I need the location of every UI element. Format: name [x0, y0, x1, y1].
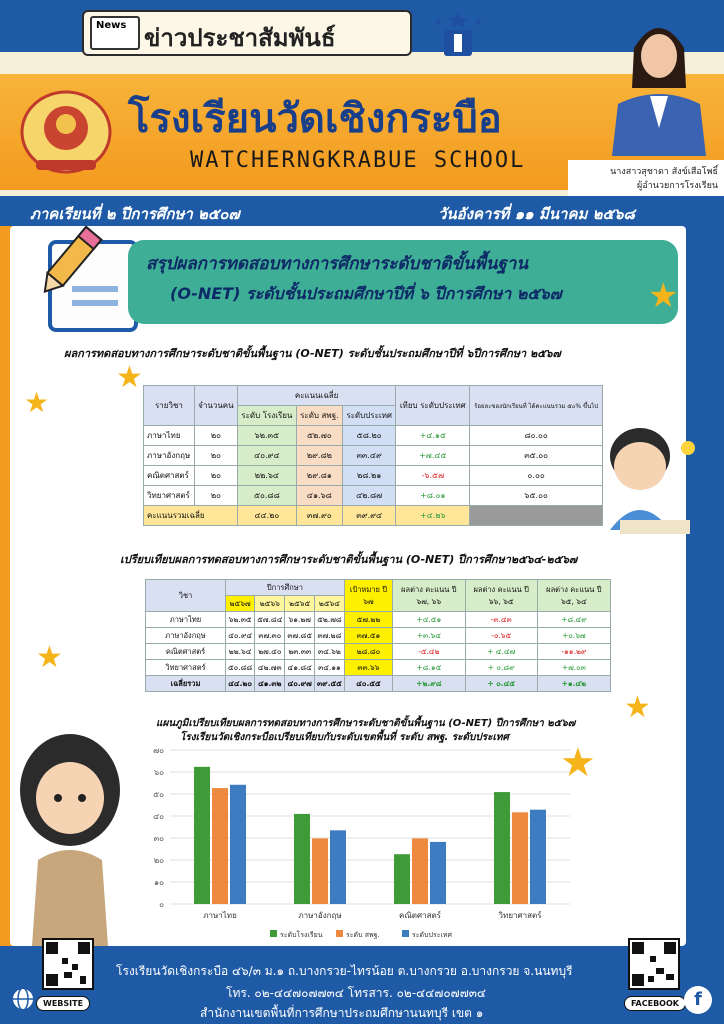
x-tick-label: ภาษาไทย [203, 911, 237, 920]
cell-subject: วิทยาศาสตร์ [144, 486, 195, 506]
cell-sum-label: เฉลี่ยรวม [146, 676, 226, 692]
table-row [146, 660, 611, 676]
cell-diff: -๕.๔๒ [393, 644, 465, 660]
table2-header-target: เป้าหมาย ปี ๖๗ [344, 580, 392, 612]
onet-result-table [143, 385, 603, 526]
cell-sum-year: ๔๑.๓๒ [255, 676, 285, 692]
cell-sum-compare: +๔.๒๖ [396, 506, 470, 526]
y-tick-label: ๔๐ [153, 812, 164, 821]
table-row [144, 466, 603, 486]
cell-year: ๖๒.๓๕ [226, 612, 255, 628]
cell-count: ๒๐ [194, 426, 237, 446]
cell-compare: +๔.๑๕ [396, 426, 470, 446]
cell-subject: ภาษาไทย [144, 426, 195, 446]
cell-subject: วิทยาศาสตร์ [146, 660, 226, 676]
cell-diff: -๐.๖๕ [465, 628, 537, 644]
cell-diff: +๘.๑๕ [393, 660, 465, 676]
cell-diff: +๔.๕๑ [393, 612, 465, 628]
director-name: นางสาวสุชาดา สังข์เสือโพธิ์ [610, 167, 718, 177]
chart-bar [394, 854, 410, 904]
boy-reading-illustration [600, 420, 700, 540]
crest-logo-icon [428, 8, 488, 64]
star-icon: ★ [624, 690, 651, 725]
legend-label: ระดับ สพฐ. [346, 931, 380, 939]
cell-sum-year: ๔๔.๒๐ [226, 676, 255, 692]
chart-bar [330, 830, 346, 904]
cell-sum-year: ๓๙.๕๕ [315, 676, 345, 692]
cell-year: ๓๔.๑๑ [315, 660, 345, 676]
title-line1: สรุปผลการทดสอบทางการศึกษาระดับชาติขั้นพื้นฐาน [146, 254, 528, 274]
cell-year: ๔๑.๘๔ [285, 660, 315, 676]
table-row [144, 446, 603, 466]
table-sum-row [146, 676, 611, 692]
star-icon: ★ [116, 360, 143, 395]
qr-pattern-icon [630, 940, 678, 988]
cell-compare: -๖.๕๗ [396, 466, 470, 486]
table-row [146, 612, 611, 628]
table2-header-subject: วิชา [146, 580, 226, 612]
cell-school: ๒๒.๖๔ [237, 466, 296, 486]
table-row [146, 644, 611, 660]
cell-subject: ภาษาไทย [146, 612, 226, 628]
school-name-th: โรงเรียนวัดเชิงกระบือ [128, 96, 502, 142]
news-title: ข่าวประชาสัมพันธ์ [144, 24, 336, 52]
x-tick-label: ภาษาอังกฤษ [298, 911, 342, 920]
cell-diff: + ๐.๘๙ [465, 660, 537, 676]
onet-bar-chart [140, 744, 580, 944]
newspaper-icon [90, 16, 140, 50]
cell-count: ๒๐ [194, 446, 237, 466]
onet-comparison-table [145, 579, 611, 692]
cell-diff: +๓.๖๔ [393, 628, 465, 644]
cell-national: ๓๓.๔๙ [342, 446, 395, 466]
cell-sum-diff: +๑.๔๒ [537, 676, 610, 692]
table-row [146, 628, 611, 644]
y-tick-label: ๒๐ [153, 856, 164, 865]
title-line2: (O-NET) ระดับชั้นประถมศึกษาปีที่ ๖ ปีการศึกษา ๒๕๖๗ [170, 284, 562, 303]
globe-icon[interactable] [10, 986, 36, 1012]
table1-header-subject: รายวิชา [144, 386, 195, 426]
facebook-icon[interactable]: f [684, 986, 712, 1014]
facebook-qr-code[interactable] [628, 938, 680, 990]
star-icon: ★ [24, 386, 50, 419]
cell-percent: ๓๕.๐๐ [470, 446, 603, 466]
legend-label: ระดับโรงเรียน [280, 931, 323, 939]
director-title: ผู้อำนวยการโรงเรียน [637, 181, 718, 191]
cell-year: ๓๗.๒๘ [315, 628, 345, 644]
cell-sum-target: ๔๐.๕๕ [344, 676, 392, 692]
legend-label: ระดับประเทศ [412, 931, 452, 939]
chart-bar [430, 842, 446, 904]
cell-national: ๕๘.๒๐ [342, 426, 395, 446]
cell-school: ๕๐.๘๘ [237, 486, 296, 506]
website-qr-code[interactable] [42, 938, 94, 990]
right-accent [686, 226, 724, 926]
cell-district: ๔๑.๖๘ [296, 486, 342, 506]
cell-school: ๔๐.๙๔ [237, 446, 296, 466]
cell-count: ๒๐ [194, 486, 237, 506]
cell-year: ๕๐.๘๘ [226, 660, 255, 676]
cell-year: ๕๗.๘๔ [255, 612, 285, 628]
table1-header-district: ระดับ สพฐ. [296, 406, 342, 426]
y-tick-label: ๖๐ [154, 768, 164, 777]
cell-year: ๒๓.๓๓ [285, 644, 315, 660]
chart-bar [494, 792, 510, 904]
star-icon: ★ [648, 276, 679, 316]
cell-diff: +๐.๖๗ [537, 628, 610, 644]
cell-target: ๓๓.๖๖ [344, 660, 392, 676]
footer-office: สำนักงานเขตพื้นที่การศึกษาประถมศึกษานนทบุรี เขต ๑ [200, 1006, 484, 1020]
legend-swatch [336, 930, 343, 937]
cell-district: ๕๒.๗๐ [296, 426, 342, 446]
cell-target: ๒๘.๘๐ [344, 644, 392, 660]
cell-compare: +๘.๐๑ [396, 486, 470, 506]
x-tick-label: วิทยาศาสตร์ [498, 911, 542, 920]
cell-sum-diff: + ๐.๔๕ [465, 676, 537, 692]
facebook-label[interactable]: FACEBOOK [624, 996, 686, 1011]
school-emblem-icon [18, 84, 114, 180]
table1-caption: ผลการทดสอบทางการศึกษาระดับชาติขั้นพื้นฐาน (O-NET) ระดับชั้นประถมศึกษาปีที่ ๖ปีการศึกษา ๒๕๖๗ [64, 347, 561, 360]
x-tick-label: คณิตศาสตร์ [399, 911, 441, 920]
chart-bar [312, 838, 328, 904]
table2-year: ๒๕๖๕ [285, 596, 315, 612]
cell-target: ๕๗.๒๒ [344, 612, 392, 628]
director-photo [604, 8, 714, 156]
cell-sum-district: ๓๗.๙๐ [296, 506, 342, 526]
table2-year: ๒๕๖๖ [255, 596, 285, 612]
chart-bar [530, 810, 546, 904]
cell-diff: +๘.๔๙ [537, 612, 610, 628]
table2-header-diff2: ผลต่าง คะแนน ปี ๖๖, ๖๕ [465, 580, 537, 612]
cell-target: ๓๗.๕๑ [344, 628, 392, 644]
table1-header-percent: ร้อยละของนักเรียนที่ ได้คะแนนรวม ๕๐% ขึ้นไป [470, 386, 603, 426]
cell-year: ๓๔.๖๒ [315, 644, 345, 660]
cell-year: ๒๗.๔๐ [255, 644, 285, 660]
cell-diff: + ๔.๔๗ [465, 644, 537, 660]
announcement-date: วันอังคารที่ ๑๑ มีนาคม ๒๕๖๘ [438, 205, 635, 223]
y-tick-label: ๑๐ [154, 878, 164, 887]
cell-percent: ๘๐.๐๐ [470, 426, 603, 446]
cell-count: ๒๐ [194, 466, 237, 486]
news-icon-label: News [96, 20, 127, 31]
academic-term: ภาคเรียนที่ ๒ ปีการศึกษา ๒๕๐๗ [30, 205, 240, 223]
y-tick-label: ๓๐ [153, 834, 164, 843]
qr-pattern-icon [44, 940, 92, 988]
table2-caption: เปรียบเทียบผลการทดสอบทางการศึกษาระดับชาติขั้นพื้นฐาน (O-NET) ปีการศึกษา๒๕๖๔-๒๕๖๗ [120, 553, 578, 566]
cell-percent: ๖๕.๐๐ [470, 486, 603, 506]
cell-compare: +๗.๔๕ [396, 446, 470, 466]
cell-subject: คณิตศาสตร์ [144, 466, 195, 486]
table2-header-diff3: ผลต่าง คะแนน ปี ๖๕, ๖๔ [537, 580, 610, 612]
cell-subject: ภาษาอังกฤษ [144, 446, 195, 466]
chart-bar [230, 785, 246, 904]
cell-year: ๓๗.๓๐ [255, 628, 285, 644]
y-tick-label: ๕๐ [153, 790, 164, 799]
y-tick-label: ๐ [159, 900, 164, 909]
table2-year: ๒๕๖๔ [315, 596, 345, 612]
cell-national: ๒๘.๒๑ [342, 466, 395, 486]
table1-header-school: ระดับ โรงเรียน [237, 406, 296, 426]
cell-school: ๖๒.๓๕ [237, 426, 296, 446]
news-badge [82, 10, 412, 56]
chart-bar [294, 814, 310, 904]
footer-phone: โทร. ๐๒-๔๔๗๐๗๗๓๔ โทรสาร. ๐๒-๔๔๗๐๗๗๓๔ [226, 986, 486, 1000]
table1-header-avg: คะแนนเฉลี่ย [237, 386, 395, 406]
cell-sum-national: ๓๙.๙๔ [342, 506, 395, 526]
cell-district: ๒๙.๘๑ [296, 466, 342, 486]
cell-subject: คณิตศาสตร์ [146, 644, 226, 660]
website-label[interactable]: WEBSITE [36, 996, 90, 1011]
cell-sum-label: คะแนนรวมเฉลี่ย [144, 506, 238, 526]
cell-sum-school: ๔๔.๒๐ [237, 506, 296, 526]
footer-address: โรงเรียนวัดเชิงกระบือ ๔๖/๓ ม.๑ ถ.บางกรวย-ไทรน้อย ต.บางกรวย อ.บางกรวย จ.นนทบุรี [116, 964, 573, 978]
table2-year: ๒๕๖๗ [226, 596, 255, 612]
cell-year: ๓๗.๘๕ [285, 628, 315, 644]
cell-sum-empty [470, 506, 603, 526]
cell-year: ๒๒.๖๔ [226, 644, 255, 660]
school-name-en: WATCHERNGKRABUE SCHOOL [190, 148, 526, 173]
table-row [144, 486, 603, 506]
chart-bar [412, 838, 428, 904]
cell-diff: +๗.๐๓ [537, 660, 610, 676]
y-tick-label: ๗๐ [153, 746, 164, 755]
cell-diff: -๓.๔๓ [465, 612, 537, 628]
chart-subtitle: โรงเรียนวัดเชิงกระบือเปรียบเทียบกับระดับเขตพื้นที่ ระดับ สพฐ. ระดับประเทศ [180, 732, 509, 743]
cell-diff: -๑๑.๒๙ [537, 644, 610, 660]
cell-subject: ภาษาอังกฤษ [146, 628, 226, 644]
cell-year: ๕๒.๗๘ [315, 612, 345, 628]
cell-district: ๒๙.๘๒ [296, 446, 342, 466]
table2-header-diff1: ผลต่าง คะแนน ปี ๖๗, ๖๖ [393, 580, 465, 612]
cell-percent: ๐.๐๐ [470, 466, 603, 486]
cell-sum-diff: +๒.๙๘ [393, 676, 465, 692]
star-icon: ★ [560, 740, 596, 786]
table2-header-year: ปีการศึกษา [226, 580, 345, 596]
cell-national: ๔๒.๘๗ [342, 486, 395, 506]
legend-swatch [270, 930, 277, 937]
table1-header-compare: เทียบ ระดับประเทศ [396, 386, 470, 426]
star-icon: ★ [36, 640, 63, 675]
cell-sum-year: ๔๐.๙๗ [285, 676, 315, 692]
chart-bar [194, 767, 210, 904]
cell-year: ๔๒.๗๓ [255, 660, 285, 676]
table-sum-row [144, 506, 603, 526]
cell-year: ๔๐.๙๔ [226, 628, 255, 644]
cell-year: ๖๑.๒๗ [285, 612, 315, 628]
girl-teacher-illustration [14, 720, 126, 946]
director-caption [568, 160, 724, 200]
table1-header-count: จำนวนคน [194, 386, 237, 426]
table-row [144, 426, 603, 446]
chart-title: แผนภูมิเปรียบเทียบผลการทดสอบทางการศึกษาระดับชาติขั้นพื้นฐาน (O-NET) ปีการศึกษา ๒๕๖๗ [156, 718, 576, 729]
legend-swatch [402, 930, 409, 937]
chart-bar [212, 788, 228, 904]
chart-bar [512, 812, 528, 904]
table1-header-national: ระดับประเทศ [342, 406, 395, 426]
